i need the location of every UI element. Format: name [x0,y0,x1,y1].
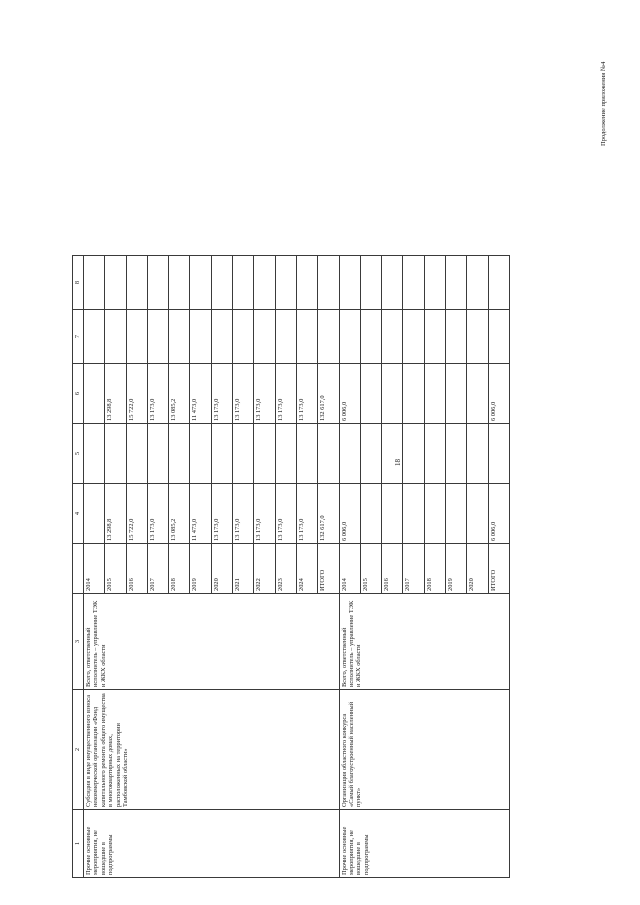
header-col-4: 4 [73,484,84,544]
extra-amount-cell [105,256,126,310]
regional-amount-cell: 11 473,0 [190,364,211,424]
federal-amount-cell [360,424,381,484]
year-cell: 2014 [339,544,360,594]
total-amount-cell [446,484,467,544]
local-amount-cell [126,310,147,364]
year-cell: 2021 [233,544,254,594]
total-amount-cell [382,484,403,544]
header-col-year [73,544,84,594]
regional-amount-cell: 13 173,0 [254,364,275,424]
year-cell: 2016 [382,544,403,594]
local-amount-cell [360,310,381,364]
year-cell: 2018 [169,544,190,594]
local-amount-cell [105,310,126,364]
federal-amount-cell [169,424,190,484]
regional-amount-cell: 6 006,0 [488,364,509,424]
regional-amount-cell [84,364,105,424]
year-cell: 2019 [446,544,467,594]
year-cell: 2022 [254,544,275,594]
local-amount-cell [169,310,190,364]
federal-amount-cell [275,424,296,484]
local-amount-cell [382,310,403,364]
year-cell: 2015 [360,544,381,594]
year-cell: 2017 [403,544,424,594]
local-amount-cell [275,310,296,364]
year-cell: 2017 [147,544,168,594]
year-cell: 2019 [190,544,211,594]
extra-amount-cell [211,256,232,310]
local-amount-cell [424,310,445,364]
regional-amount-cell: 15 722,0 [126,364,147,424]
federal-amount-cell [233,424,254,484]
header-col-1: 1 [73,810,84,878]
header-col-5: 5 [73,424,84,484]
total-amount-cell [84,484,105,544]
extra-amount-cell [254,256,275,310]
extra-amount-cell [488,256,509,310]
year-cell: 2018 [424,544,445,594]
total-amount-cell [360,484,381,544]
local-amount-cell [190,310,211,364]
total-amount-cell: 13 173,0 [275,484,296,544]
extra-amount-cell [126,256,147,310]
local-amount-cell [296,310,317,364]
federal-amount-cell [467,424,488,484]
local-amount-cell [488,310,509,364]
total-amount-cell: 13 085,2 [169,484,190,544]
funding-table [72,255,510,878]
local-amount-cell [467,310,488,364]
executor-cell: Всего, ответственный исполнитель – управление ТЭК и ЖКХ области [339,594,509,690]
regional-amount-cell: 132 617,0 [318,364,339,424]
year-cell: ИТОГО [488,544,509,594]
regional-amount-cell: 13 298,8 [105,364,126,424]
regional-amount-cell [382,364,403,424]
regional-amount-cell: 13 173,0 [211,364,232,424]
federal-amount-cell [211,424,232,484]
year-cell: 2015 [105,544,126,594]
federal-amount-cell [190,424,211,484]
total-amount-cell: 13 173,0 [211,484,232,544]
local-amount-cell [339,310,360,364]
federal-amount-cell [84,424,105,484]
federal-amount-cell [446,424,467,484]
regional-amount-cell: 13 173,0 [147,364,168,424]
total-amount-cell: 132 617,0 [318,484,339,544]
regional-amount-cell: 13 173,0 [296,364,317,424]
local-amount-cell [211,310,232,364]
year-cell: 2024 [296,544,317,594]
total-amount-cell: 15 722,0 [126,484,147,544]
federal-amount-cell [488,424,509,484]
regional-amount-cell [360,364,381,424]
federal-amount-cell [403,424,424,484]
measure-name-cell: Организация областного конкурса «Самый благоустроенный населенный пункт» [339,690,509,810]
regional-amount-cell: 13 085,2 [169,364,190,424]
local-amount-cell [84,310,105,364]
header-col-3: 3 [73,594,84,690]
year-cell: ИТОГО [318,544,339,594]
header-col-2: 2 [73,690,84,810]
extra-amount-cell [403,256,424,310]
table-frame [72,256,510,878]
local-amount-cell [147,310,168,364]
extra-amount-cell [275,256,296,310]
header-row [73,256,84,878]
table-row [84,256,105,878]
federal-amount-cell [105,424,126,484]
total-amount-cell: 6 006,0 [488,484,509,544]
measure-category-cell: Прочие основные мероприятия, не вошедшие в подпрограммы [84,810,340,878]
executor-cell: Всего, ответственный исполнитель – управление ТЭК и ЖКХ области [84,594,340,690]
federal-amount-cell [147,424,168,484]
extra-amount-cell [190,256,211,310]
page-number-text: 18 [394,459,402,466]
extra-amount-cell [382,256,403,310]
total-amount-cell [403,484,424,544]
measure-name-cell: Субсидия в виде имущественного взноса некоммерческой организации «Фонд капитального ремонта общего имущества в многоквартирных домах, расположенных на территории Тамбовской области» [84,690,340,810]
rotated-table-container [72,256,510,878]
local-amount-cell [254,310,275,364]
year-cell: 2014 [84,544,105,594]
regional-amount-cell [424,364,445,424]
appendix-note-text: Продолжение приложения №4 [600,61,607,146]
total-amount-cell [424,484,445,544]
extra-amount-cell [296,256,317,310]
local-amount-cell [403,310,424,364]
measure-category-cell: Прочие основные мероприятия, не вошедшие в подпрограммы [339,810,509,878]
header-col-6: 6 [73,364,84,424]
year-cell: 2020 [467,544,488,594]
total-amount-cell: 6 006,0 [339,484,360,544]
extra-amount-cell [446,256,467,310]
extra-amount-cell [169,256,190,310]
regional-amount-cell [467,364,488,424]
year-cell: 2020 [211,544,232,594]
table-body [84,256,510,878]
local-amount-cell [446,310,467,364]
extra-amount-cell [339,256,360,310]
regional-amount-cell: 13 173,0 [275,364,296,424]
total-amount-cell: 13 173,0 [233,484,254,544]
federal-amount-cell [382,424,403,484]
regional-amount-cell: 13 173,0 [233,364,254,424]
federal-amount-cell [296,424,317,484]
regional-amount-cell [446,364,467,424]
extra-amount-cell [360,256,381,310]
header-col-7: 7 [73,310,84,364]
federal-amount-cell [318,424,339,484]
regional-amount-cell: 6 006,0 [339,364,360,424]
local-amount-cell [318,310,339,364]
federal-amount-cell [424,424,445,484]
extra-amount-cell [424,256,445,310]
local-amount-cell [233,310,254,364]
total-amount-cell [467,484,488,544]
total-amount-cell: 13 173,0 [147,484,168,544]
federal-amount-cell [254,424,275,484]
appendix-continuation-note [600,16,610,146]
year-cell: 2023 [275,544,296,594]
extra-amount-cell [467,256,488,310]
total-amount-cell: 11 473,0 [190,484,211,544]
total-amount-cell: 13 298,8 [105,484,126,544]
federal-amount-cell [126,424,147,484]
table-row [339,256,360,878]
federal-amount-cell [339,424,360,484]
total-amount-cell: 13 173,0 [296,484,317,544]
regional-amount-cell [403,364,424,424]
header-col-8: 8 [73,256,84,310]
year-cell: 2016 [126,544,147,594]
extra-amount-cell [318,256,339,310]
extra-amount-cell [233,256,254,310]
extra-amount-cell [84,256,105,310]
total-amount-cell: 13 173,0 [254,484,275,544]
extra-amount-cell [147,256,168,310]
